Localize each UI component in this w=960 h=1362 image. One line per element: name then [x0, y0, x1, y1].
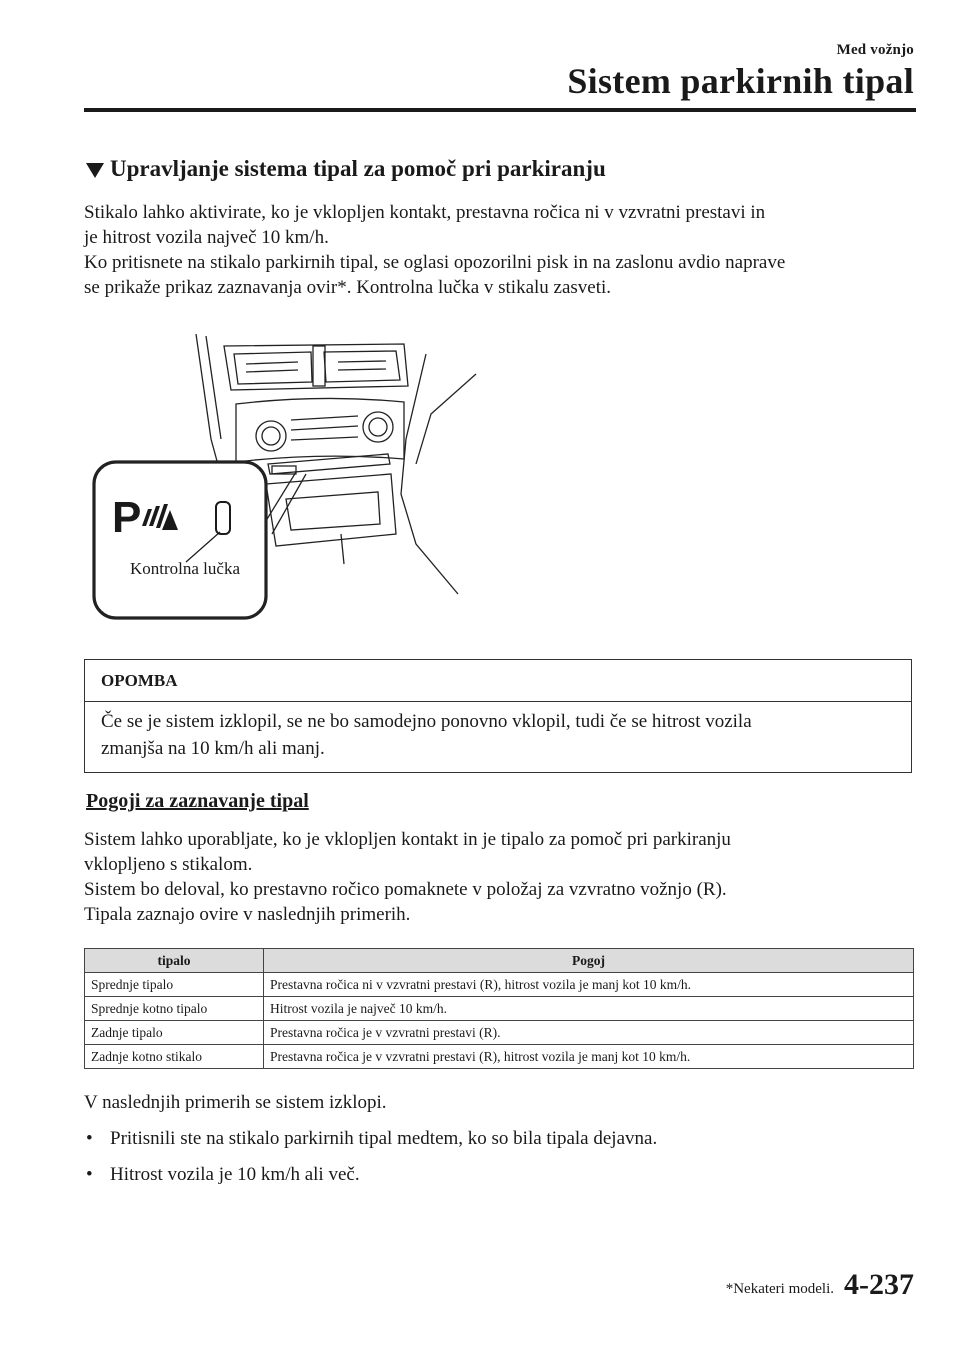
parking-symbol: P — [112, 493, 142, 542]
note-line: Če se je sistem izklopil, se ne bo samodejno ponovno vklopil, tudi če se hitrost vozila — [101, 711, 752, 732]
conditions-line: Sistem lahko uporabljate, ko je vklopljen kontakt in je tipalo za pomoč pri parkiranju — [84, 829, 731, 850]
intro-line: Ko pritisnete na stikalo parkirnih tipal, se oglasi opozorilni pisk in na zaslonu avdio naprave — [84, 252, 786, 273]
intro-paragraph — [84, 200, 924, 300]
note-body — [85, 702, 911, 762]
table-row — [85, 997, 914, 1021]
triangle-bullet-icon — [86, 163, 104, 178]
page-title: Sistem parkirnih tipal — [567, 61, 914, 101]
chapter-label: Med vožnjo — [836, 42, 914, 58]
shutoff-intro: V naslednjih primerih se sistem izklopi. — [84, 1092, 387, 1113]
table-cell: Prestavna ročica je v vzvratni prestavi (R). — [264, 1021, 914, 1045]
header-divider — [84, 108, 916, 112]
section-heading — [86, 156, 606, 182]
table-cell: Zadnje tipalo — [85, 1021, 264, 1045]
dashboard-drawing — [86, 324, 486, 634]
note-line: zmanjša na 10 km/h ali manj. — [101, 738, 325, 759]
table-header-row — [85, 949, 914, 973]
table-cell: Zadnje kotno stikalo — [85, 1045, 264, 1069]
table-cell: Hitrost vozila je največ 10 km/h. — [264, 997, 914, 1021]
table-row — [85, 1045, 914, 1069]
note-box — [84, 659, 912, 773]
list-item — [86, 1162, 360, 1187]
intro-line: je hitrost vozila največ 10 km/h. — [84, 227, 329, 248]
indicator-light — [216, 502, 230, 534]
table-header-cell: tipalo — [85, 949, 264, 973]
table-cell: Sprednje tipalo — [85, 973, 264, 997]
conditions-line: vklopljeno s stikalom. — [84, 854, 253, 875]
conditions-line: Tipala zaznajo ovire v naslednjih primerih. — [84, 904, 411, 925]
page-number: 4-237 — [844, 1268, 914, 1301]
note-title: OPOMBA — [85, 660, 911, 702]
table-header-cell: Pogoj — [264, 949, 914, 973]
table-row — [85, 973, 914, 997]
bullet-dot: • — [86, 1164, 93, 1185]
intro-line: se prikaže prikaz zaznavanja ovir*. Kontrolna lučka v stikalu zasveti. — [84, 277, 612, 298]
indicator-label: Kontrolna lučka — [130, 559, 240, 578]
table-cell: Prestavna ročica je v vzvratni prestavi (R), hitrost vozila je manj kot 10 km/h. — [264, 1045, 914, 1069]
subheading: Pogoji za zaznavanje tipal — [86, 790, 309, 812]
table-row — [85, 1021, 914, 1045]
conditions-line: Sistem bo deloval, ko prestavno ročico pomaknete v položaj za vzvratno vožnjo (R). — [84, 879, 727, 900]
list-item — [86, 1126, 657, 1151]
list-item-text: Hitrost vozila je 10 km/h ali več. — [110, 1164, 360, 1185]
section-heading-text: Upravljanje sistema tipal za pomoč pri parkiranju — [110, 156, 606, 181]
footnote: *Nekateri modeli. — [725, 1281, 834, 1297]
conditions-paragraph — [84, 827, 924, 927]
table-cell: Prestavna ročica ni v vzvratni prestavi (R), hitrost vozila je manj kot 10 km/h. — [264, 973, 914, 997]
list-item-text: Pritisnili ste na stikalo parkirnih tipal medtem, ko so bila tipala dejavna. — [110, 1128, 658, 1149]
conditions-table — [84, 948, 914, 1069]
intro-line: Stikalo lahko aktivirate, ko je vklopljen kontakt, prestavna ročica ni v vzvratni prestavi in — [84, 202, 766, 223]
dashboard-illustration — [86, 324, 486, 634]
table-cell: Sprednje kotno tipalo — [85, 997, 264, 1021]
bullet-dot: • — [86, 1128, 93, 1149]
